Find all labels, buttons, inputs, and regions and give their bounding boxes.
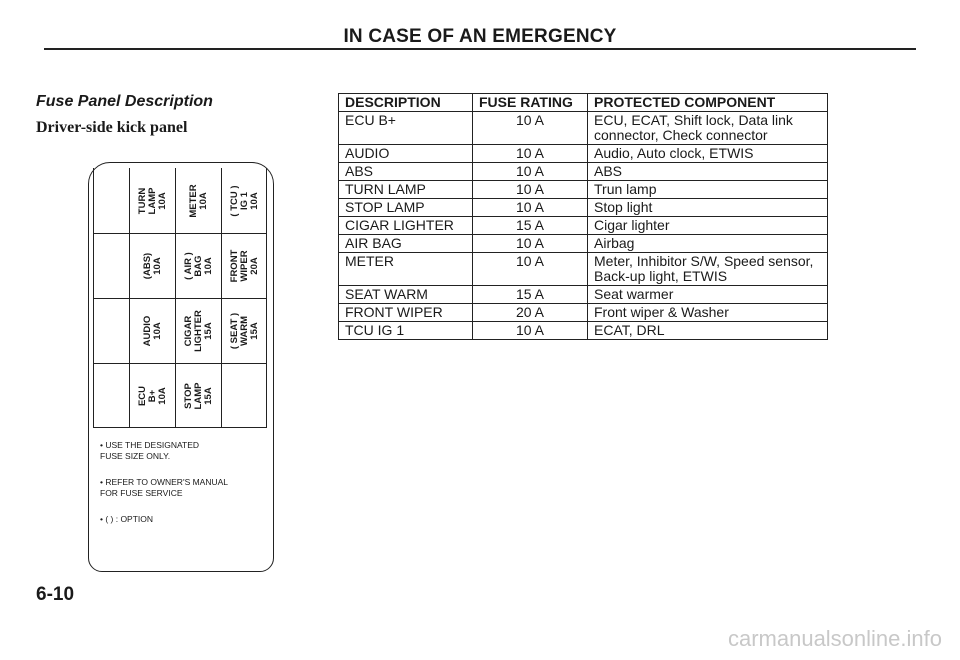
fuse-slot	[129, 299, 175, 363]
fuse-slot	[129, 168, 175, 233]
fuse-grid	[93, 168, 267, 428]
fuse-label: METER 10A	[187, 183, 209, 218]
table-row	[339, 145, 828, 163]
cell-component: ECU, ECAT, Shift lock, Data link connector, Check connector	[588, 112, 828, 145]
fuse-slot	[129, 234, 175, 298]
cell-description: ABS	[339, 163, 473, 181]
column-header-fuse-rating: FUSE RATING	[473, 94, 588, 112]
table-row	[339, 235, 828, 253]
fuse-slot	[221, 364, 268, 428]
cell-description: SEAT WARM	[339, 286, 473, 304]
cell-rating: 10 A	[473, 145, 588, 163]
cell-component: ECAT, DRL	[588, 322, 828, 340]
cell-rating: 10 A	[473, 322, 588, 340]
cell-description: TCU IG 1	[339, 322, 473, 340]
cell-description: AUDIO	[339, 145, 473, 163]
fuse-slot	[221, 234, 268, 298]
cell-rating: 10 A	[473, 112, 588, 145]
cell-component: Meter, Inhibitor S/W, Speed sensor, Back-up light, ETWIS	[588, 253, 828, 286]
fuse-label: (ABS) 10A	[141, 252, 163, 280]
fuse-note: • USE THE DESIGNATED FUSE SIZE ONLY.	[100, 440, 200, 461]
watermark: carmanualsonline.info	[727, 626, 942, 651]
cell-description: AIR BAG	[339, 235, 473, 253]
fuse-label: FRONT WIPER 20A	[229, 249, 260, 283]
cell-rating: 10 A	[473, 163, 588, 181]
fuse-label: AUDIO 10A	[141, 315, 163, 347]
fuse-slot	[221, 299, 268, 363]
cell-rating: 15 A	[473, 217, 588, 235]
fuse-label: ( AIR ) BAG 10A	[182, 252, 214, 280]
cell-description: CIGAR LIGHTER	[339, 217, 473, 235]
cell-component: Cigar lighter	[588, 217, 828, 235]
column-header-description: DESCRIPTION	[339, 94, 473, 112]
fuse-slot	[94, 234, 129, 298]
cell-description: FRONT WIPER	[339, 304, 473, 322]
fuse-label: TURN LAMP 10A	[136, 187, 168, 214]
cell-component: Stop light	[588, 199, 828, 217]
fuse-note: • REFER TO OWNER'S MANUAL FOR FUSE SERVICE	[100, 477, 229, 498]
cell-component: ABS	[588, 163, 828, 181]
header-divider	[44, 48, 916, 50]
table-row	[339, 112, 828, 145]
table-row	[339, 253, 828, 286]
fuse-table	[338, 93, 828, 340]
fuse-slot	[175, 234, 221, 298]
table-row	[339, 217, 828, 235]
cell-rating: 20 A	[473, 304, 588, 322]
cell-component: Front wiper & Washer	[588, 304, 828, 322]
cell-component: Trun lamp	[588, 181, 828, 199]
column-header-protected-component: PROTECTED COMPONENT	[588, 94, 828, 112]
table-row	[339, 181, 828, 199]
cell-description: TURN LAMP	[339, 181, 473, 199]
table-header-row	[339, 94, 828, 112]
cell-description: ECU B+	[339, 112, 473, 145]
cell-rating: 10 A	[473, 235, 588, 253]
fuse-slot	[221, 168, 268, 233]
cell-component: Airbag	[588, 235, 828, 253]
fuse-slot	[94, 168, 129, 233]
cell-rating: 10 A	[473, 253, 588, 286]
table-row	[339, 304, 828, 322]
cell-component: Audio, Auto clock, ETWIS	[588, 145, 828, 163]
fuse-slot	[129, 364, 175, 428]
page-title: IN CASE OF AN EMERGENCY	[343, 26, 617, 47]
fuse-row	[94, 168, 266, 233]
table-row	[339, 199, 828, 217]
cell-rating: 10 A	[473, 199, 588, 217]
fuse-slot	[175, 168, 221, 233]
table-row	[339, 163, 828, 181]
cell-description: STOP LAMP	[339, 199, 473, 217]
fuse-panel-notes	[100, 440, 270, 540]
cell-component: Seat warmer	[588, 286, 828, 304]
section-subheading: Driver-side kick panel	[36, 119, 188, 136]
cell-rating: 10 A	[473, 181, 588, 199]
fuse-label: CIGAR LIGHTER 15A	[182, 310, 214, 352]
page-number: 6-10	[36, 584, 75, 605]
fuse-slot	[94, 299, 129, 363]
fuse-slot	[175, 299, 221, 363]
table-row	[339, 286, 828, 304]
table-row	[339, 322, 828, 340]
fuse-slot	[175, 364, 221, 428]
section-heading: Fuse Panel Description	[36, 93, 213, 110]
fuse-note: • ( ) : OPTION	[100, 514, 154, 524]
fuse-label: ( TCU ) IG 1 10A	[229, 184, 260, 217]
fuse-label: ( SEAT ) WARM 15A	[229, 312, 260, 350]
fuse-row	[94, 363, 266, 428]
fuse-label: ECU B+ 10A	[136, 385, 168, 407]
fuse-row	[94, 298, 266, 363]
fuse-slot	[94, 364, 129, 428]
cell-description: METER	[339, 253, 473, 286]
cell-rating: 15 A	[473, 286, 588, 304]
fuse-label: STOP LAMP 15A	[182, 382, 214, 410]
fuse-row	[94, 233, 266, 298]
